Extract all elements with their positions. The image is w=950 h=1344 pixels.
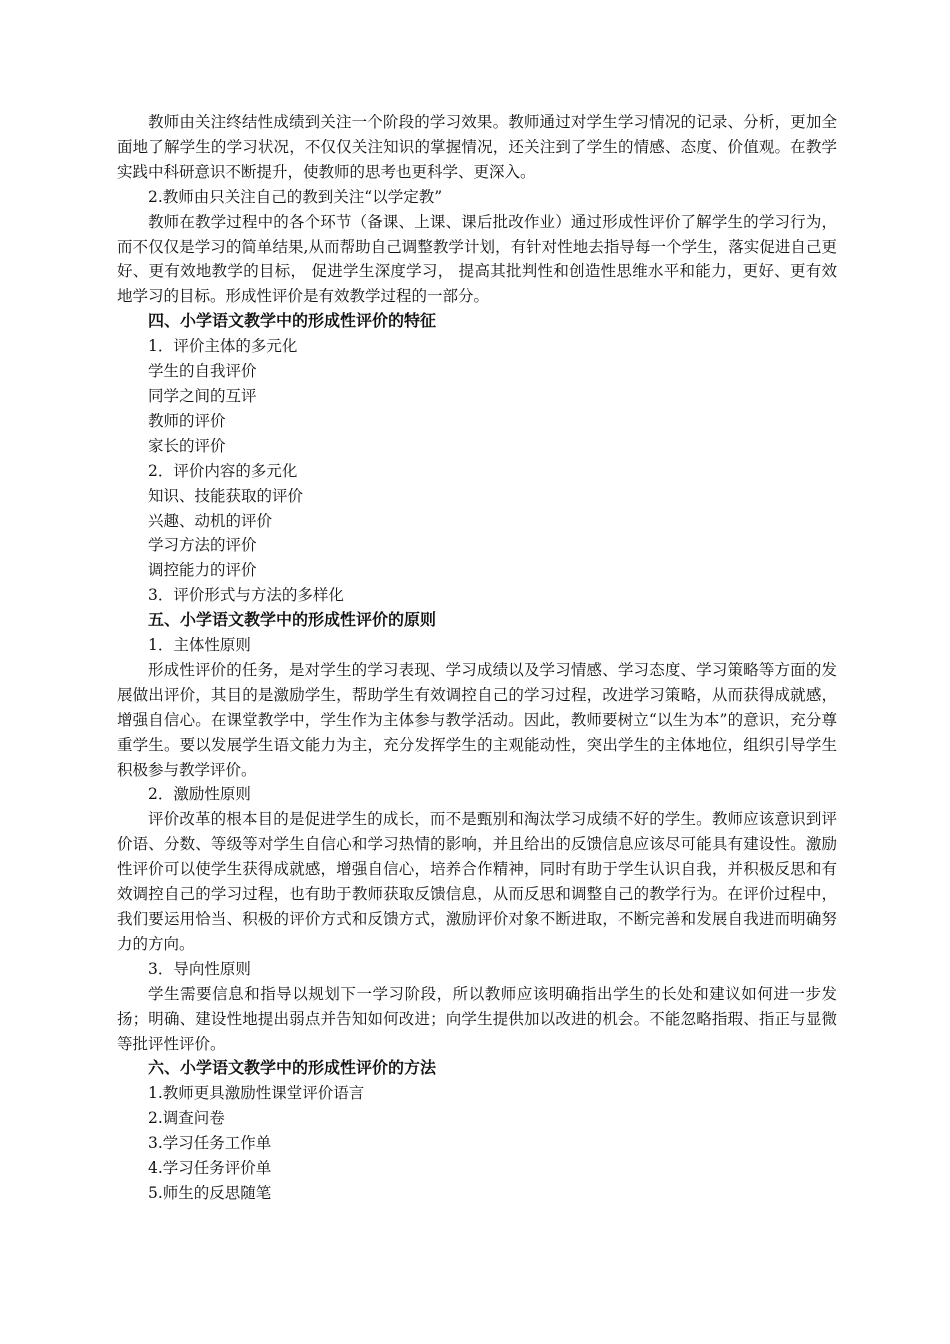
list-item: 知识、技能获取的评价 xyxy=(148,486,304,505)
subheading: 3．导向性原则 xyxy=(148,959,251,978)
body-paragraph: 教师在教学过程中的各个环节（备课、上课、课后批改作业）通过形成性评价了解学生的学习行为，而不仅仅是学习的简单结果,从而帮助自己调整教学计划，有针对性地去指导每一个学生，落实促进自己更好、更有效地教学的目标， 促进学生深度学习， 提高其批判性和创造性思维水平和能力，更好、更有效地学习的目标。形成性评价是有效教学过程的一部分。 xyxy=(117,212,837,306)
document-page xyxy=(117,110,837,1206)
subheading: 2．激励性原则 xyxy=(148,785,251,804)
list-item: 4.学习任务评价单 xyxy=(148,1159,272,1178)
section-heading: 四、小学语文教学中的形成性评价的特征 xyxy=(148,311,437,331)
list-item: 3.学习任务工作单 xyxy=(148,1134,272,1153)
list-item: 1.教师更具激励性课堂评价语言 xyxy=(148,1084,365,1103)
subheading: 2．评价内容的多元化 xyxy=(148,461,298,480)
subheading: 1．评价主体的多元化 xyxy=(148,337,298,356)
list-item: 2.教师由只关注自己的教到关注“以学定教” xyxy=(148,187,443,206)
list-item: 学生的自我评价 xyxy=(148,362,257,381)
section-heading: 六、小学语文教学中的形成性评价的方法 xyxy=(148,1058,437,1078)
body-paragraph: 形成性评价的任务，是对学生的学习表现、学习成绩以及学习情感、学习态度、学习策略等方面的发展做出评价，其目的是激励学生，帮助学生有效调控自己的学习过程，改进学习策略，从而获得成就感，增强自信心。在课堂教学中，学生作为主体参与教学活动。因此，教师要树立“以生为本”的意识，充分尊重学生。要以发展学生语文能力为主，充分发挥学生的主观能动性，突出学生的主体地位，组织引导学生积极参与教学评价。 xyxy=(117,660,837,779)
list-item: 家长的评价 xyxy=(148,436,226,455)
list-item: 同学之间的互评 xyxy=(148,386,257,405)
list-item: 2.调查问卷 xyxy=(148,1109,225,1128)
list-item: 教师的评价 xyxy=(148,411,226,430)
list-item: 学习方法的评价 xyxy=(148,536,257,555)
body-paragraph: 教师由关注终结性成绩到关注一个阶段的学习效果。教师通过对学生学习情况的记录、分析，更加全面地了解学生的学习状况，不仅仅关注知识的掌握情况，还关注到了学生的情感、态度、价值观。在教学实践中科研意识不断提升，使教师的思考也更科学、更深入。 xyxy=(117,113,837,181)
list-item: 兴趣、动机的评价 xyxy=(148,511,273,530)
section-heading: 五、小学语文教学中的形成性评价的原则 xyxy=(148,610,437,630)
subheading: 3．评价形式与方法的多样化 xyxy=(148,586,344,605)
list-item: 调控能力的评价 xyxy=(148,561,257,580)
body-paragraph: 学生需要信息和指导以规划下一学习阶段，所以教师应该明确指出学生的长处和建议如何进一步发扬；明确、建设性地提出弱点并告知如何改进；向学生提供加以改进的机会。不能忽略指瑕、指正与显微等批评性评价。 xyxy=(117,984,837,1053)
list-item: 5.师生的反思随笔 xyxy=(148,1183,272,1202)
body-paragraph: 评价改革的根本目的是促进学生的成长，而不是甄别和淘汰学习成绩不好的学生。教师应该意识到评价语、分数、等级等对学生自信心和学习热情的影响，并且给出的反馈信息应该尽可能具有建设性。激励性评价可以使学生获得成就感，增强自信心，培养合作精神，同时有助于学生认识自我，并积极反思和有效调控自己的学习过程，也有助于教师获取反馈信息，从而反思和调整自己的教学行为。在评价过程中，我们要运用恰当、积极的评价方式和反馈方式，激励评价对象不断进取，不断完善和发展自我进而明确努力的方向。 xyxy=(117,810,837,953)
subheading: 1．主体性原则 xyxy=(148,636,251,655)
